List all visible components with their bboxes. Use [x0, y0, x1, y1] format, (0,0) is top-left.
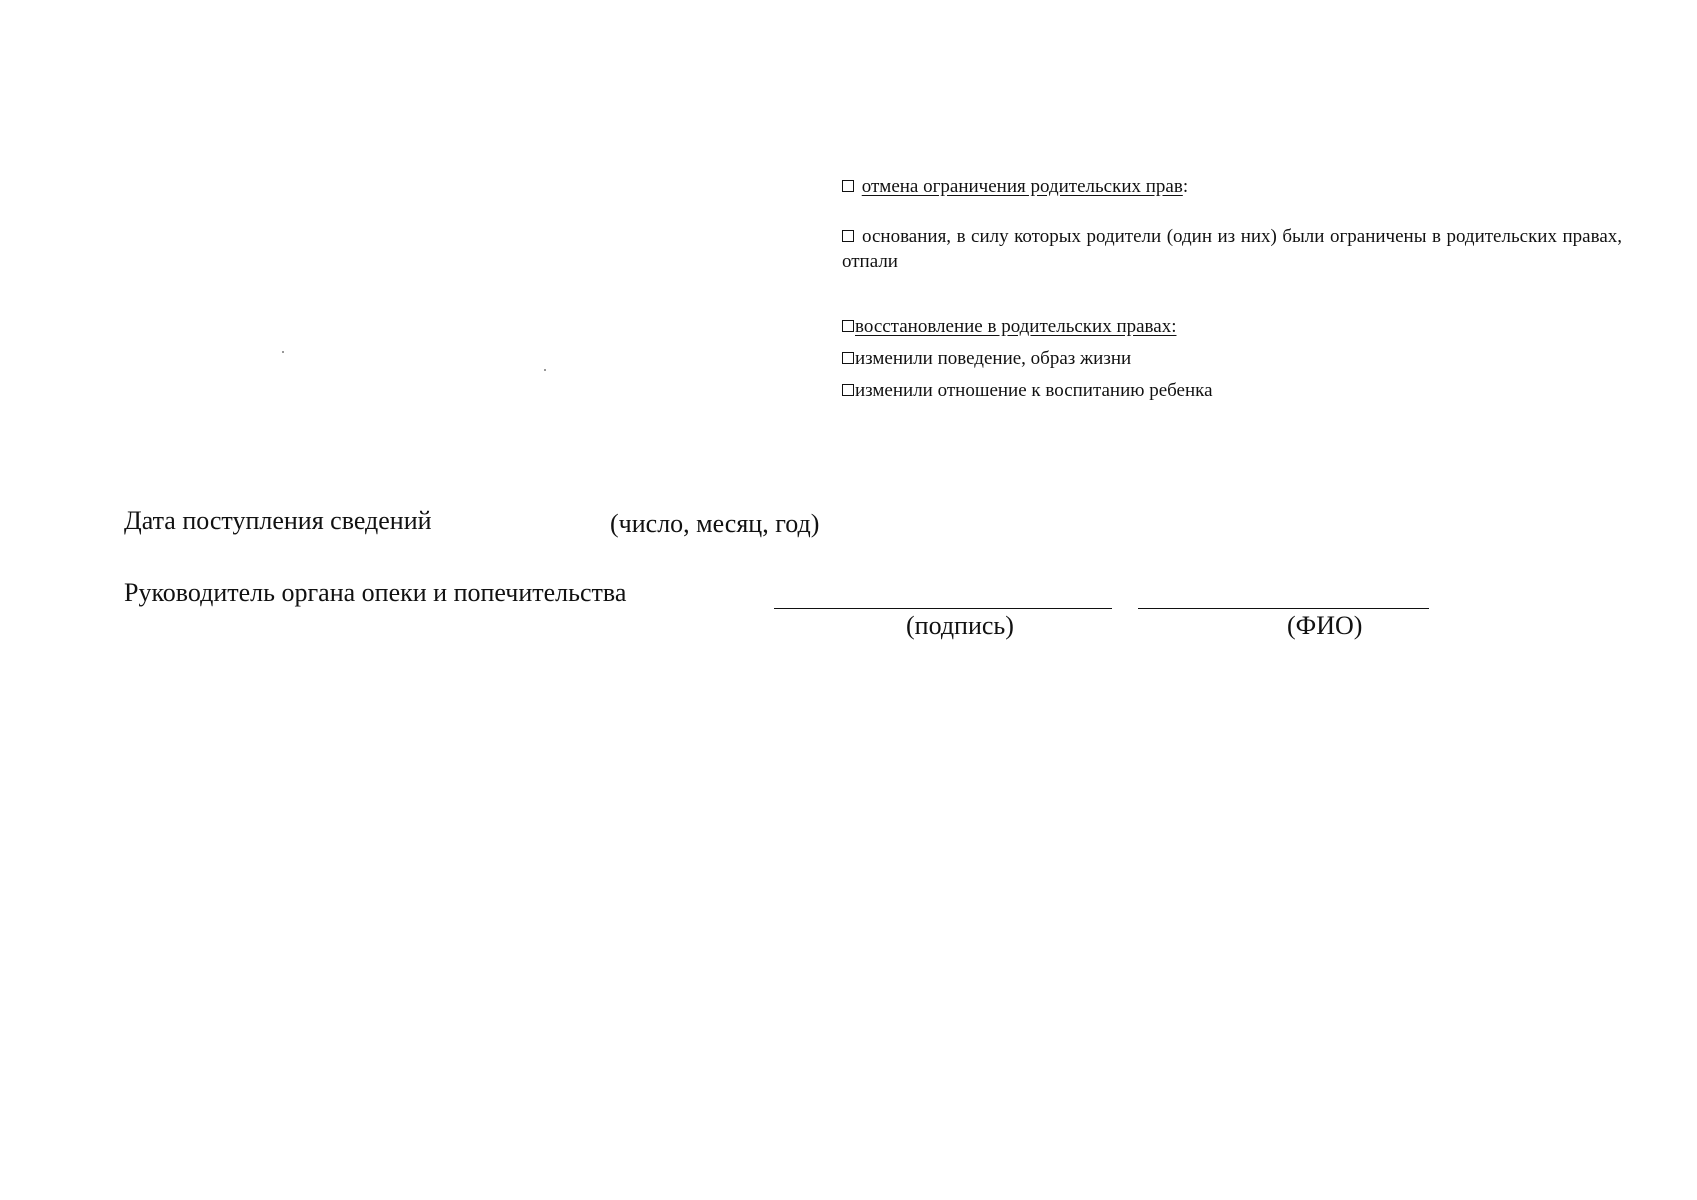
changed-attitude-line — [842, 378, 1213, 404]
cancel-restriction-line — [842, 174, 1188, 200]
signature-caption: (подпись) — [906, 611, 1014, 640]
grounds-checkbox[interactable] — [842, 230, 854, 242]
changed-attitude-checkbox[interactable] — [842, 384, 854, 396]
grounds-paragraph — [842, 224, 1622, 274]
signature-line[interactable] — [774, 608, 1112, 609]
scan-speck — [282, 351, 284, 353]
changed-behavior-checkbox[interactable] — [842, 352, 854, 364]
head-of-guardianship-label: Руководитель органа опеки и попечительства — [124, 578, 627, 607]
scan-speck — [544, 369, 546, 371]
date-label: Дата поступления сведений — [124, 506, 432, 535]
cancel-restriction-suffix: : — [1182, 176, 1189, 197]
restoration-line — [842, 314, 1176, 340]
changed-behavior-line — [842, 346, 1131, 372]
grounds-text: основания, в силу которых родители (один из них) были ограничены в родительских правах, отпали — [842, 226, 1622, 272]
restoration-label: восстановление в родительских правах: — [855, 316, 1177, 337]
cancel-restriction-label: отмена ограничения родительских прав — [861, 176, 1183, 197]
changed-behavior-text: изменили поведение, образ жизни — [855, 348, 1132, 369]
changed-attitude-text: изменили отношение к воспитанию ребенка — [855, 380, 1213, 401]
name-caption: (ФИО) — [1287, 611, 1363, 640]
restoration-checkbox[interactable] — [842, 320, 854, 332]
name-line[interactable] — [1138, 608, 1429, 609]
cancel-restriction-checkbox[interactable] — [842, 180, 854, 192]
date-hint: (число, месяц, год) — [610, 509, 820, 538]
